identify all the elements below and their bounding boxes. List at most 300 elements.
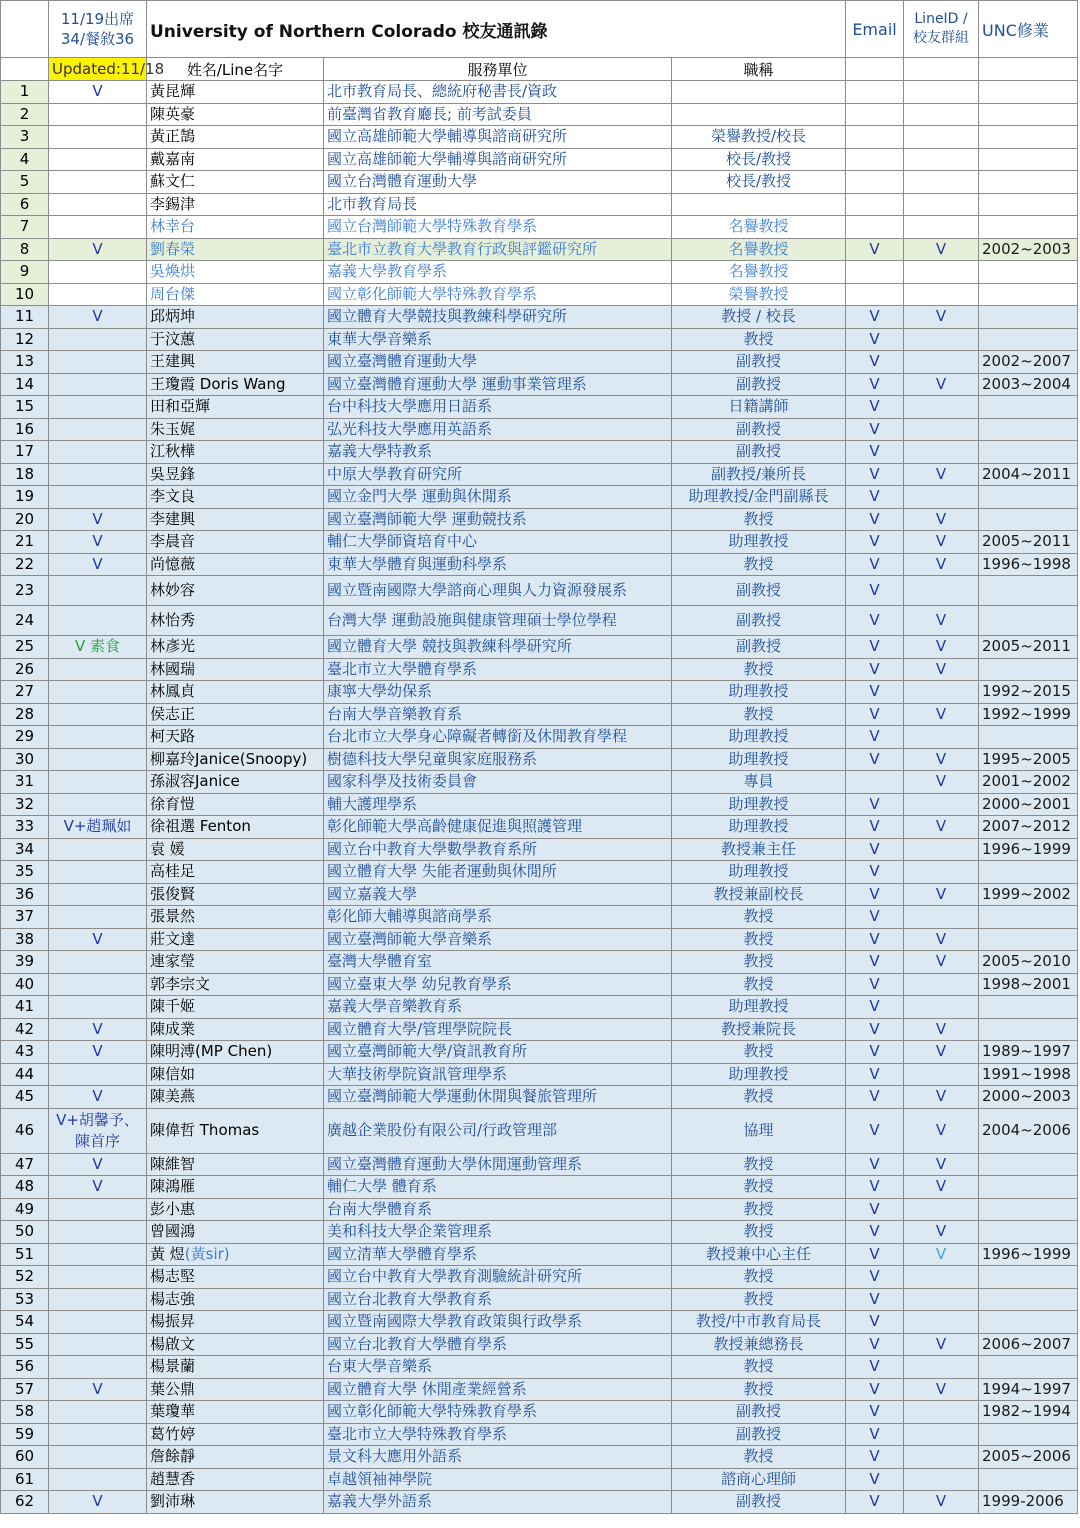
attendance-cell: V+趙珮如 xyxy=(49,816,147,839)
unit-cell: 台灣大學 運動設施與健康管理碩士學位學程 xyxy=(324,606,672,636)
name-cell xyxy=(147,396,324,419)
table-row xyxy=(1,606,1078,636)
job-title-cell: 教授 xyxy=(672,906,846,929)
unit-cell: 輔仁大學 體育系 xyxy=(324,1176,672,1199)
unc-years-cell: 2003~2004 xyxy=(979,373,1078,396)
unit-cell: 國立高雄師範大學輔導與諮商研究所 xyxy=(324,148,672,171)
name-text: 李晨音 xyxy=(150,532,196,551)
email-flag-cell: V xyxy=(846,1221,904,1244)
unit-cell: 國立台灣師範大學特殊教育學系 xyxy=(324,216,672,239)
line-flag-cell xyxy=(904,1356,979,1379)
attendance-cell: V xyxy=(49,81,147,104)
job-title-cell: 副教授 xyxy=(672,606,846,636)
row-number: 32 xyxy=(1,793,49,816)
row-number: 11 xyxy=(1,306,49,329)
table-row xyxy=(1,306,1078,329)
name-text: 田和亞輝 xyxy=(150,397,211,416)
unit-cell: 嘉義大學音樂教育系 xyxy=(324,996,672,1019)
table-row xyxy=(1,351,1078,374)
email-flag-cell: V xyxy=(846,1311,904,1334)
table-row xyxy=(1,1041,1078,1064)
attendance-cell: V 素食 xyxy=(49,636,147,659)
name-text: 楊啟文 xyxy=(150,1334,196,1353)
line-flag-cell xyxy=(904,793,979,816)
attendance-cell xyxy=(49,216,147,239)
email-flag-cell xyxy=(846,283,904,306)
attendance-cell xyxy=(49,441,147,464)
name-cell xyxy=(147,418,324,441)
attendance-cell: V xyxy=(49,508,147,531)
unc-years-cell xyxy=(979,103,1078,126)
email-flag-cell: V xyxy=(846,883,904,906)
job-title-cell: 教授/中市教育局長 xyxy=(672,1311,846,1334)
row-number: 44 xyxy=(1,1063,49,1086)
email-flag-cell: V xyxy=(846,1243,904,1266)
email-flag-cell xyxy=(846,171,904,194)
name-text: 江秋樺 xyxy=(150,442,196,461)
attendance-cell xyxy=(49,1063,147,1086)
table-row xyxy=(1,81,1078,104)
line-flag-cell: V xyxy=(904,463,979,486)
attendance-cell: V xyxy=(49,531,147,554)
name-text: 陳英豪 xyxy=(150,104,196,123)
table-row xyxy=(1,531,1078,554)
line-flag-cell xyxy=(904,1063,979,1086)
row-number: 58 xyxy=(1,1401,49,1424)
unc-years-cell xyxy=(979,396,1078,419)
unc-years-cell xyxy=(979,81,1078,104)
email-flag-cell: V xyxy=(846,1153,904,1176)
unc-years-cell xyxy=(979,1423,1078,1446)
unc-years-cell: 1992~2015 xyxy=(979,681,1078,704)
name-cell xyxy=(147,328,324,351)
line-flag-cell xyxy=(904,1266,979,1289)
name-cell xyxy=(147,636,324,659)
line-flag-cell: V xyxy=(904,816,979,839)
table-row xyxy=(1,1086,1078,1109)
row-number: 54 xyxy=(1,1311,49,1334)
table-row xyxy=(1,1063,1078,1086)
unc-years-cell xyxy=(979,996,1078,1019)
row-number: 35 xyxy=(1,861,49,884)
updated-badge: Updated:11/18 xyxy=(49,58,147,81)
name-text: 吳昱鋒 xyxy=(150,464,196,483)
job-title-cell: 教授 xyxy=(672,1266,846,1289)
table-row xyxy=(1,283,1078,306)
unc-years-cell: 2002~2007 xyxy=(979,351,1078,374)
name-cell xyxy=(147,1041,324,1064)
line-flag-cell: V xyxy=(904,553,979,576)
email-flag-cell: V xyxy=(846,553,904,576)
unc-years-cell: 1999-2006 xyxy=(979,1491,1078,1514)
unit-cell: 國立臺灣師範大學音樂系 xyxy=(324,928,672,951)
row-number: 21 xyxy=(1,531,49,554)
job-title-cell: 諮商心理師 xyxy=(672,1468,846,1491)
row-number: 10 xyxy=(1,283,49,306)
name-cell xyxy=(147,1311,324,1334)
row-number: 40 xyxy=(1,973,49,996)
unc-years-cell xyxy=(979,126,1078,149)
unit-cell: 台南大學體育系 xyxy=(324,1198,672,1221)
line-flag-cell xyxy=(904,1468,979,1491)
unc-years-cell: 2005~2011 xyxy=(979,636,1078,659)
name-text: 楊景蘭 xyxy=(150,1357,196,1376)
job-title-cell: 副教授 xyxy=(672,418,846,441)
name-text: 尚憶薇 xyxy=(150,554,196,573)
unc-years-cell: 2001~2002 xyxy=(979,771,1078,794)
name-text: 戴嘉南 xyxy=(150,149,196,168)
row-number: 13 xyxy=(1,351,49,374)
unc-years-cell: 1999~2002 xyxy=(979,883,1078,906)
email-flag-cell: V xyxy=(846,1333,904,1356)
table-row xyxy=(1,636,1078,659)
name-text: 葉瓊華 xyxy=(150,1402,196,1421)
line-flag-cell: V xyxy=(904,1086,979,1109)
unc-years-cell: 1996~1998 xyxy=(979,553,1078,576)
row-number: 50 xyxy=(1,1221,49,1244)
line-flag-cell xyxy=(904,681,979,704)
table-row xyxy=(1,861,1078,884)
attendance-cell: V xyxy=(49,238,147,261)
email-flag-cell: V xyxy=(846,816,904,839)
table-row xyxy=(1,658,1078,681)
line-flag-cell: V xyxy=(904,1378,979,1401)
job-title-cell: 助理教授 xyxy=(672,861,846,884)
attendance-cell xyxy=(49,351,147,374)
unc-years-cell xyxy=(979,283,1078,306)
name-text: 孫淑容Janice xyxy=(150,772,240,791)
email-flag-cell: V xyxy=(846,906,904,929)
subheader-row xyxy=(1,58,1078,81)
table-row xyxy=(1,816,1078,839)
unit-cell: 輔仁大學師資培育中心 xyxy=(324,531,672,554)
name-cell xyxy=(147,486,324,509)
table-row xyxy=(1,1378,1078,1401)
name-cell xyxy=(147,1401,324,1424)
unc-years-cell xyxy=(979,328,1078,351)
table-row xyxy=(1,973,1078,996)
table-row xyxy=(1,261,1078,284)
line-flag-cell: V xyxy=(904,1243,979,1266)
attendance-cell xyxy=(49,103,147,126)
row-number: 27 xyxy=(1,681,49,704)
header-row xyxy=(1,1,1078,58)
name-cell xyxy=(147,748,324,771)
name-cell xyxy=(147,1153,324,1176)
job-title-cell: 教授兼總務長 xyxy=(672,1333,846,1356)
line-flag-cell: V xyxy=(904,951,979,974)
lineid-header xyxy=(904,1,979,58)
attendance-cell xyxy=(49,1333,147,1356)
name-text: 高桂足 xyxy=(150,862,196,881)
job-title-cell: 教授兼中心主任 xyxy=(672,1243,846,1266)
table-row xyxy=(1,328,1078,351)
line-flag-cell xyxy=(904,1446,979,1469)
table-row xyxy=(1,553,1078,576)
name-cell xyxy=(147,283,324,306)
name-cell xyxy=(147,1266,324,1289)
table-row xyxy=(1,996,1078,1019)
corner-cell xyxy=(1,1,49,58)
table-row xyxy=(1,171,1078,194)
job-title-cell: 教授兼主任 xyxy=(672,838,846,861)
name-text: 侯志正 xyxy=(150,704,196,723)
attendance-cell: V xyxy=(49,1086,147,1109)
name-cell xyxy=(147,1378,324,1401)
attendance-cell xyxy=(49,1356,147,1379)
email-flag-cell: V xyxy=(846,703,904,726)
attendance-cell xyxy=(49,463,147,486)
row-number: 60 xyxy=(1,1446,49,1469)
email-flag-cell: V xyxy=(846,951,904,974)
name-text: 王瓊霞 Doris Wang xyxy=(150,374,286,393)
name-text: 于汶蕙 xyxy=(150,329,196,348)
unc-years-cell xyxy=(979,1311,1078,1334)
attendance-cell xyxy=(49,1423,147,1446)
line-flag-cell: V xyxy=(904,883,979,906)
name-text: 楊志堅 xyxy=(150,1267,196,1286)
name-cell xyxy=(147,193,324,216)
job-title-cell: 教授 / 校長 xyxy=(672,306,846,329)
unc-years-cell xyxy=(979,508,1078,531)
unc-years-cell xyxy=(979,261,1078,284)
email-flag-cell xyxy=(846,81,904,104)
line-flag-cell: V xyxy=(904,1333,979,1356)
unc-years-cell xyxy=(979,928,1078,951)
table-row xyxy=(1,793,1078,816)
name-text: 林彥光 xyxy=(150,637,196,656)
job-title-cell: 教授 xyxy=(672,951,846,974)
name-text: 徐育愷 xyxy=(150,794,196,813)
job-title-cell: 名譽教授 xyxy=(672,216,846,239)
name-cell xyxy=(147,1356,324,1379)
attendance-cell xyxy=(49,171,147,194)
lineid-header-line2: 校友群組 xyxy=(913,30,970,46)
job-title-cell: 助理教授 xyxy=(672,816,846,839)
job-title-cell: 校長/教授 xyxy=(672,171,846,194)
row-number: 61 xyxy=(1,1468,49,1491)
unc-years-cell xyxy=(979,216,1078,239)
line-flag-cell xyxy=(904,726,979,749)
attendance-cell xyxy=(49,906,147,929)
name-cell xyxy=(147,1018,324,1041)
unit-cell: 國立暨南國際大學諮商心理與人力資源發展系 xyxy=(324,576,672,606)
attendance-cell xyxy=(49,951,147,974)
unit-cell: 國立清華大學體育學系 xyxy=(324,1243,672,1266)
job-title-cell: 教授 xyxy=(672,1198,846,1221)
title-column-header: 職稱 xyxy=(672,58,846,81)
unc-years-cell: 2006~2007 xyxy=(979,1333,1078,1356)
unit-cell: 前臺灣省教育廳長; 前考試委員 xyxy=(324,103,672,126)
job-title-cell: 教授 xyxy=(672,1288,846,1311)
email-flag-cell: V xyxy=(846,486,904,509)
name-text: 林妙容 xyxy=(150,581,196,599)
unit-cell: 國立高雄師範大學輔導與諮商研究所 xyxy=(324,126,672,149)
job-title-cell: 教授 xyxy=(672,1086,846,1109)
job-title-cell: 助理教授 xyxy=(672,748,846,771)
attendance-cell xyxy=(49,658,147,681)
line-flag-cell xyxy=(904,216,979,239)
line-flag-cell xyxy=(904,81,979,104)
unit-cell: 國立台中教育大學教育測驗統計研究所 xyxy=(324,1266,672,1289)
name-text: 張俊賢 xyxy=(150,884,196,903)
row-number: 19 xyxy=(1,486,49,509)
line-flag-cell xyxy=(904,126,979,149)
row-number: 56 xyxy=(1,1356,49,1379)
table-row xyxy=(1,508,1078,531)
unit-cell: 國立彰化師範大學特殊教育學系 xyxy=(324,283,672,306)
attendance-cell: V xyxy=(49,1041,147,1064)
row-number: 20 xyxy=(1,508,49,531)
line-flag-cell xyxy=(904,486,979,509)
table-row xyxy=(1,883,1078,906)
row-number: 41 xyxy=(1,996,49,1019)
table-row xyxy=(1,838,1078,861)
line-flag-cell: V xyxy=(904,928,979,951)
unc-years-cell xyxy=(979,306,1078,329)
attendance-cell: V+胡馨予、陳首序 xyxy=(49,1108,147,1153)
row-number: 23 xyxy=(1,576,49,606)
table-row xyxy=(1,928,1078,951)
unit-cell: 嘉義大學外語系 xyxy=(324,1491,672,1514)
name-text: 葛竹婷 xyxy=(150,1424,196,1443)
unit-cell: 國立體育大學競技與教練科學研究所 xyxy=(324,306,672,329)
unc-years-cell xyxy=(979,171,1078,194)
email-flag-cell: V xyxy=(846,1266,904,1289)
line-flag-cell xyxy=(904,838,979,861)
row-number: 52 xyxy=(1,1266,49,1289)
unc-years-cell: 2004~2006 xyxy=(979,1108,1078,1153)
unc-years-cell: 2005~2006 xyxy=(979,1446,1078,1469)
name-text: 陳成業 xyxy=(150,1019,196,1038)
row-number: 46 xyxy=(1,1108,49,1153)
line-flag-cell xyxy=(904,396,979,419)
email-flag-cell: V xyxy=(846,373,904,396)
job-title-cell: 教授 xyxy=(672,973,846,996)
line-flag-cell xyxy=(904,351,979,374)
job-title-cell xyxy=(672,81,846,104)
table-row xyxy=(1,1423,1078,1446)
email-flag-cell: V xyxy=(846,1468,904,1491)
name-text: 王建興 xyxy=(150,352,196,371)
unc-years-cell: 1982~1994 xyxy=(979,1401,1078,1424)
name-cell xyxy=(147,351,324,374)
name-cell xyxy=(147,373,324,396)
name-cell xyxy=(147,306,324,329)
name-cell xyxy=(147,793,324,816)
row-number: 5 xyxy=(1,171,49,194)
job-title-cell: 教授 xyxy=(672,328,846,351)
unc-years-cell xyxy=(979,441,1078,464)
event-count-label: 34/餐敘36 xyxy=(60,30,135,48)
email-flag-cell: V xyxy=(846,996,904,1019)
email-flag-cell xyxy=(846,103,904,126)
attendance-cell xyxy=(49,1198,147,1221)
name-cell xyxy=(147,1221,324,1244)
attendance-cell xyxy=(49,1266,147,1289)
name-text: 李錫津 xyxy=(150,194,196,213)
name-cell xyxy=(147,216,324,239)
attendance-cell xyxy=(49,283,147,306)
name-text: 林幸台 xyxy=(150,217,196,236)
email-flag-cell: V xyxy=(846,1063,904,1086)
unc-years-cell: 1996~1999 xyxy=(979,838,1078,861)
email-flag-cell: V xyxy=(846,463,904,486)
line-flag-cell xyxy=(904,1401,979,1424)
unit-cell: 樹德科技大學兒童與家庭服務系 xyxy=(324,748,672,771)
name-cell xyxy=(147,238,324,261)
job-title-cell: 副教授 xyxy=(672,1491,846,1514)
row-number: 14 xyxy=(1,373,49,396)
table-row xyxy=(1,193,1078,216)
job-title-cell: 助理教授 xyxy=(672,793,846,816)
attendance-cell xyxy=(49,1243,147,1266)
job-title-cell: 校長/教授 xyxy=(672,148,846,171)
row-number: 28 xyxy=(1,703,49,726)
unc-years-cell: 2005~2011 xyxy=(979,531,1078,554)
unc-years-cell: 2002~2003 xyxy=(979,238,1078,261)
row-number: 18 xyxy=(1,463,49,486)
name-text: 林國瑞 xyxy=(150,659,196,678)
unc-years-cell xyxy=(979,726,1078,749)
name-cell xyxy=(147,861,324,884)
table-row xyxy=(1,1333,1078,1356)
attendance-cell xyxy=(49,973,147,996)
line-flag-cell: V xyxy=(904,1221,979,1244)
line-flag-cell xyxy=(904,1423,979,1446)
unit-cell: 卓越領袖神學院 xyxy=(324,1468,672,1491)
name-cell xyxy=(147,81,324,104)
table-row xyxy=(1,951,1078,974)
attendance-cell xyxy=(49,883,147,906)
email-flag-cell: V xyxy=(846,1018,904,1041)
unit-cell: 國立臺灣體育運動大學休閒運動管理系 xyxy=(324,1153,672,1176)
attendance-cell xyxy=(49,1401,147,1424)
attendance-cell: V xyxy=(49,306,147,329)
name-text: 柯天路 xyxy=(150,727,196,746)
attendance-cell xyxy=(49,996,147,1019)
table-row xyxy=(1,463,1078,486)
sheet-title: University of Northern Colorado 校友通訊錄 xyxy=(147,1,846,58)
job-title-cell: 榮譽教授/校長 xyxy=(672,126,846,149)
row-number: 59 xyxy=(1,1423,49,1446)
name-cell xyxy=(147,1423,324,1446)
name-text: 劉春榮 xyxy=(150,239,196,258)
attendance-cell: V xyxy=(49,1491,147,1514)
line-flag-cell xyxy=(904,973,979,996)
email-flag-cell xyxy=(846,216,904,239)
job-title-cell: 教授 xyxy=(672,1356,846,1379)
email-column-blank xyxy=(846,58,904,81)
unit-cell: 嘉義大學教育學系 xyxy=(324,261,672,284)
line-flag-cell xyxy=(904,1288,979,1311)
job-title-cell: 名譽教授 xyxy=(672,238,846,261)
job-title-cell xyxy=(672,103,846,126)
job-title-cell: 教授兼副校長 xyxy=(672,883,846,906)
attendance-cell xyxy=(49,681,147,704)
name-text: 柳嘉玲Janice(Snoopy) xyxy=(150,749,308,768)
row-number: 12 xyxy=(1,328,49,351)
line-flag-cell: V xyxy=(904,1491,979,1514)
table-row xyxy=(1,441,1078,464)
line-flag-cell: V xyxy=(904,306,979,329)
unit-cell: 嘉義大學特教系 xyxy=(324,441,672,464)
name-text: 楊振昇 xyxy=(150,1312,196,1331)
email-flag-cell: V xyxy=(846,576,904,606)
job-title-cell: 日籍講師 xyxy=(672,396,846,419)
email-flag-cell: V xyxy=(846,1198,904,1221)
row-number: 45 xyxy=(1,1086,49,1109)
